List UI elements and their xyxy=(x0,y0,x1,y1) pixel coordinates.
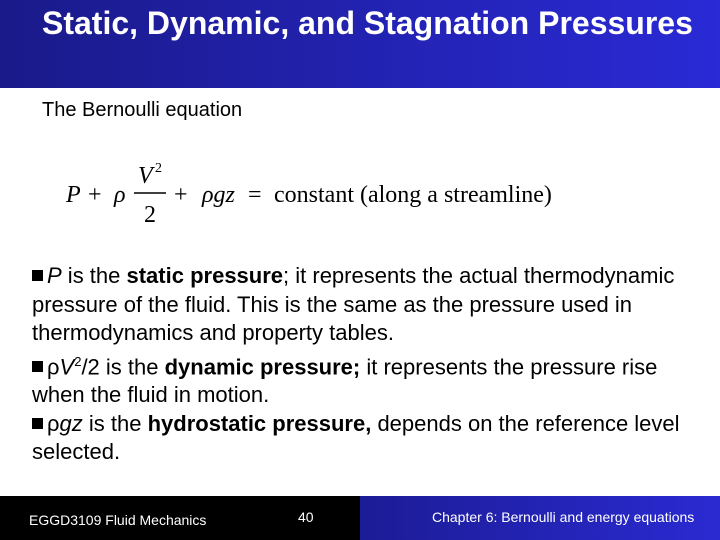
eq-pressure-symbol: P xyxy=(66,182,81,208)
static-symbol: P xyxy=(47,263,62,288)
footer-page-number: 40 xyxy=(298,509,314,525)
eq-rho: ρ xyxy=(114,182,126,208)
eq-hydrostatic-term: ρgz xyxy=(202,182,235,208)
bullet-text: is the xyxy=(82,410,148,436)
eq-plus-2: + xyxy=(174,182,188,208)
bullet-text: it represents the pressure rise when the fluid in motion. xyxy=(32,353,658,408)
square-bullet-icon xyxy=(32,270,43,281)
square-bullet-icon xyxy=(32,361,43,372)
bullet-dynamic-pressure xyxy=(32,348,682,410)
footer-course-name: EGGD3109 Fluid Mechanics xyxy=(29,512,207,528)
term-dynamic-pressure: dynamic pressure; xyxy=(164,353,361,379)
rho-symbol: ρ xyxy=(47,410,60,436)
title-bar xyxy=(0,0,720,88)
eq-equals: = xyxy=(248,182,262,208)
eq-rhs: constant (along a streamline) xyxy=(274,182,552,208)
bernoulli-equation xyxy=(64,158,624,228)
slide-title: Static, Dynamic, and Stagnation Pressures xyxy=(42,5,693,41)
bullet-text: is the xyxy=(99,353,165,379)
bullet-list xyxy=(32,262,682,467)
bullet-text: ; it represents the actual thermodynamic pressure of the fluid. This is the same as the pressure used in thermodynamics and property tables. xyxy=(32,263,675,345)
footer-chapter-title: Chapter 6: Bernoulli and energy equations xyxy=(432,509,695,525)
bullet-static-pressure xyxy=(32,262,682,348)
bullet-hydrostatic-pressure xyxy=(32,410,682,467)
velocity-symbol: V xyxy=(59,353,75,379)
eq-plus-1: + xyxy=(88,182,102,208)
slide-subtitle: The Bernoulli equation xyxy=(42,99,243,121)
velocity-exponent: 2 xyxy=(74,353,82,369)
eq-denominator: 2 xyxy=(144,202,156,228)
bullet-text: depends on the reference level selected. xyxy=(32,410,680,465)
fraction-text: /2 xyxy=(81,353,100,379)
square-bullet-icon xyxy=(32,418,43,429)
eq-velocity-symbol: V xyxy=(138,163,153,189)
gz-symbol: gz xyxy=(59,410,83,436)
eq-velocity-exponent: 2 xyxy=(155,161,162,176)
bullet-text: is the xyxy=(61,263,127,288)
term-static-pressure: static pressure xyxy=(126,263,284,288)
rho-symbol: ρ xyxy=(47,353,60,379)
term-hydrostatic-pressure: hydrostatic pressure, xyxy=(147,410,372,436)
